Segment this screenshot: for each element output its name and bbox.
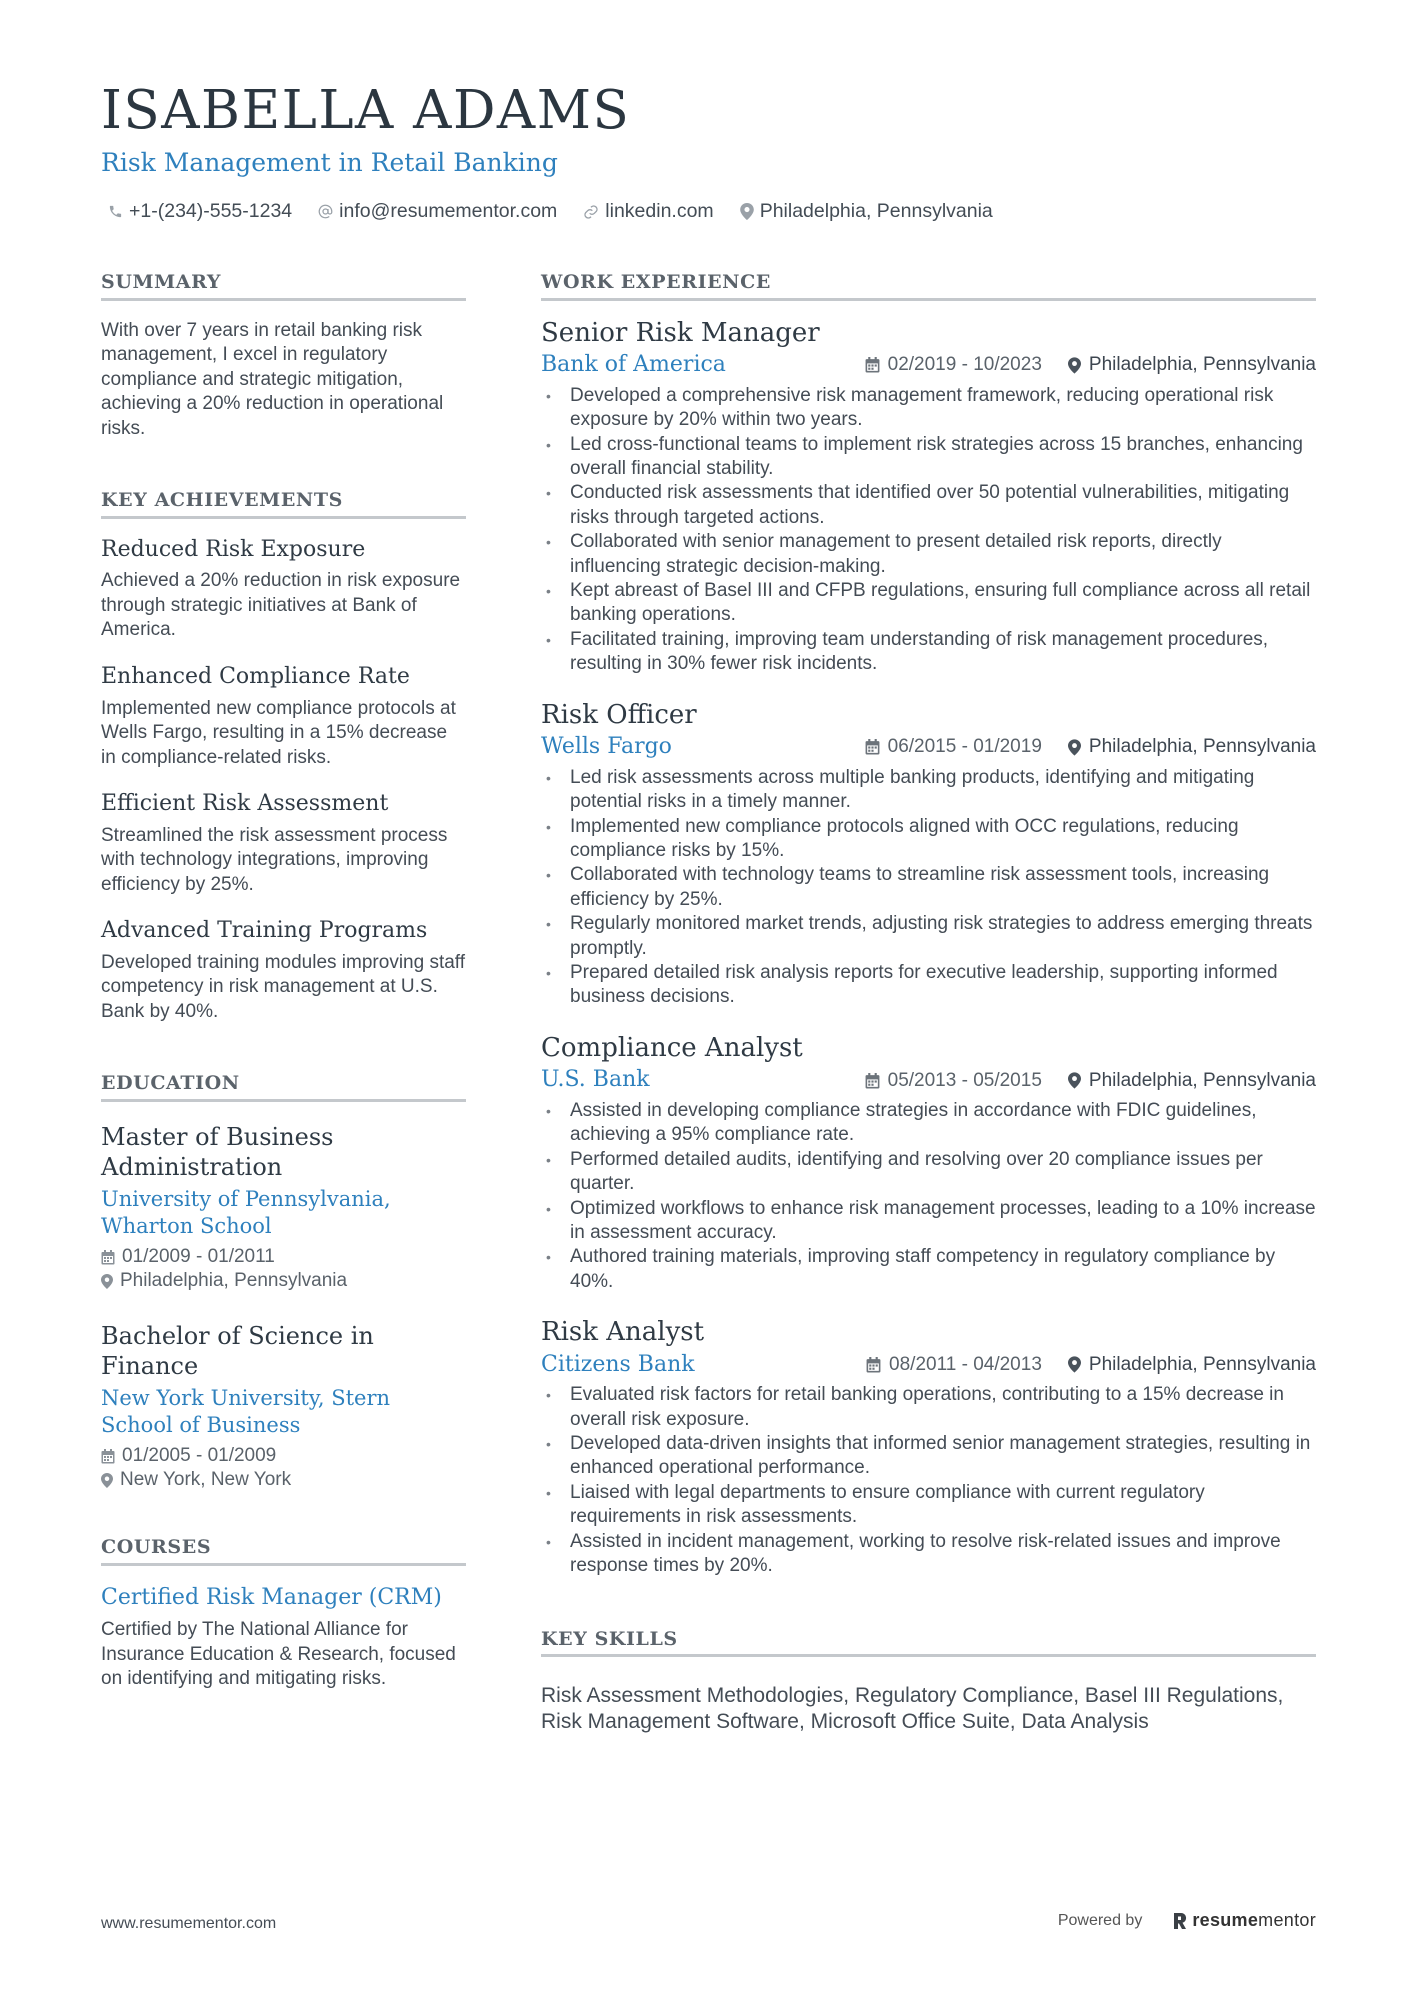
calendar-icon [865, 357, 880, 373]
job-bullet: • Evaluated risk factors for retail banking operations, contributing to a 15% decrease in overall risk exposure. [541, 1383, 1316, 1432]
job-bullet: • Regularly monitored market trends, adjusting risk strategies to address emerging threats promptly. [541, 912, 1316, 961]
work-section [541, 270, 1316, 1579]
job-bullet: • Collaborated with senior management to present detailed risk reports, directly influencing strategic decision-making. [541, 530, 1316, 579]
summary-heading: SUMMARY [101, 270, 466, 301]
job-title: Risk Analyst [541, 1317, 705, 1348]
job-bullets [541, 384, 1316, 677]
job-bullet: • Facilitated training, improving team understanding of risk management procedures, resulting in 30% fewer risk incidents. [541, 628, 1316, 677]
achievements-section [101, 488, 466, 1024]
job-location [1068, 354, 1316, 376]
calendar-icon [101, 1449, 115, 1464]
achievement-text: Developed training modules improving staff competency in risk management at U.S. Bank by 40%. [101, 951, 466, 1022]
job-dates [866, 1354, 1042, 1376]
job-bullet: • Developed a comprehensive risk management framework, reducing operational risk exposure by 20% within two years. [541, 384, 1316, 433]
job-dates-text: 08/2011 - 04/2013 [889, 1353, 1042, 1375]
job-title: Risk Officer [541, 699, 697, 730]
job-bullet: • Liaised with legal departments to ensure compliance with current regulatory requirements in risk assessments. [541, 1481, 1316, 1530]
location-pin-icon [1068, 357, 1081, 374]
contact-email[interactable] [318, 200, 557, 223]
education-dates-text: 01/2009 - 01/2011 [122, 1245, 275, 1267]
education-item [101, 1122, 466, 1294]
achievements-heading: KEY ACHIEVEMENTS [101, 488, 466, 519]
calendar-icon [865, 739, 880, 755]
job-dates-text: 02/2019 - 10/2023 [887, 354, 1042, 376]
achievement-title: Reduced Risk Exposure [101, 536, 366, 562]
achievement-item [101, 790, 466, 897]
achievement-text: Streamlined the risk assessment process with technology integrations, improving efficiency by 25%. [101, 824, 448, 895]
courses-heading: COURSES [101, 1535, 466, 1566]
job-location [1068, 1354, 1316, 1376]
job-info-row [541, 351, 1316, 380]
achievement-title: Efficient Risk Assessment [101, 791, 389, 817]
calendar-icon [866, 1357, 881, 1373]
job-bullets [541, 766, 1316, 1010]
job-dates [865, 736, 1042, 758]
achievement-title: Advanced Training Programs [101, 918, 428, 944]
brand-name-part1: resume [1192, 1910, 1259, 1930]
job-bullets [541, 1383, 1316, 1578]
job-bullet: • Implemented new compliance protocols aligned with OCC regulations, reducing compliance risks by 15%. [541, 815, 1316, 864]
education-location [101, 1468, 466, 1493]
skills-heading: KEY SKILLS [541, 1627, 1316, 1658]
job-company: Wells Fargo [541, 734, 672, 760]
job-bullet: • Developed data-driven insights that informed senior management strategies, resulting in enhanced operational performance. [541, 1432, 1316, 1481]
contact-location [740, 200, 993, 223]
job-location [1068, 736, 1316, 758]
phone-icon [108, 204, 123, 219]
brand-logo[interactable] [1172, 1910, 1316, 1931]
location-pin-icon [101, 1473, 113, 1488]
link-icon [583, 204, 599, 220]
achievement-title: Enhanced Compliance Rate [101, 663, 410, 689]
job-dates [865, 354, 1042, 376]
achievement-item [101, 536, 466, 643]
job-entry [541, 699, 1316, 1010]
education-item [101, 1321, 466, 1493]
job-meta [865, 736, 1316, 758]
at-icon [318, 204, 333, 219]
job-bullet: • Assisted in incident management, working to resolve risk-related issues and improve response times by 20%. [541, 1530, 1316, 1579]
job-bullet: • Performed detailed audits, identifying and resolving over 20 compliance issues per quarter. [541, 1148, 1316, 1197]
achievement-item [101, 917, 466, 1024]
job-entry [541, 1316, 1316, 1578]
job-bullet: • Kept abreast of Basel III and CFPB regulations, ensuring full compliance across all retail banking operations. [541, 579, 1316, 628]
course-item [101, 1584, 466, 1692]
education-dates [101, 1444, 466, 1469]
right-column [541, 270, 1316, 1756]
education-location-text: New York, New York [120, 1469, 292, 1491]
job-bullet: • Authored training materials, improving staff competency in regulatory compliance by 40%. [541, 1245, 1316, 1294]
location-pin-icon [1068, 739, 1081, 756]
contact-linkedin[interactable] [583, 200, 713, 223]
job-location-text: Philadelphia, Pennsylvania [1088, 354, 1316, 376]
candidate-role: Risk Management in Retail Banking [101, 148, 558, 177]
job-entry [541, 317, 1316, 677]
education-section [101, 1071, 466, 1493]
brand-name-part2: mentor [1258, 1910, 1316, 1930]
phone-text: +1-(234)-555-1234 [129, 200, 293, 222]
achievement-text: Implemented new compliance protocols at Wells Fargo, resulting in a 15% decrease in compliance-related risks. [101, 697, 456, 768]
job-bullet: • Collaborated with technology teams to streamline risk assessment tools, increasing efficiency by 25%. [541, 863, 1316, 912]
job-info-row [541, 1066, 1316, 1095]
job-location-text: Philadelphia, Pennsylvania [1088, 736, 1316, 758]
contact-phone [108, 200, 292, 223]
location-pin-icon [1068, 1356, 1081, 1373]
linkedin-text: linkedin.com [605, 200, 714, 222]
job-dates-text: 05/2013 - 05/2015 [887, 1069, 1042, 1091]
job-meta [865, 1070, 1316, 1092]
job-meta [866, 1354, 1316, 1376]
education-degree: Master of Business Administration [101, 1122, 334, 1181]
footer-website[interactable]: www.resumementor.com [101, 1915, 277, 1932]
candidate-name: ISABELLA ADAMS [101, 80, 631, 141]
job-dates-text: 06/2015 - 01/2019 [887, 736, 1042, 758]
education-location-text: Philadelphia, Pennsylvania [120, 1270, 348, 1292]
skills-text: Risk Assessment Methodologies, Regulatory Compliance, Basel III Regulations, Risk Management Software, Microsoft Office Suite, Data Analysis [541, 1684, 1284, 1734]
job-bullet: • Led cross-functional teams to implement risk strategies across 15 branches, enhancing overall financial stability. [541, 433, 1316, 482]
contact-bar [108, 200, 1019, 223]
course-title: Certified Risk Manager (CRM) [101, 1584, 442, 1610]
job-dates [865, 1070, 1042, 1092]
education-dates [101, 1245, 466, 1270]
job-company: U.S. Bank [541, 1067, 650, 1093]
summary-section [101, 270, 466, 441]
job-bullet: • Optimized workflows to enhance risk management processes, leading to a 10% increase in assessment accuracy. [541, 1197, 1316, 1246]
courses-section [101, 1535, 466, 1692]
job-title: Senior Risk Manager [541, 317, 820, 348]
course-text: Certified by The National Alliance for Insurance Education & Research, focused on identifying and mitigating risks. [101, 1619, 456, 1690]
job-company: Citizens Bank [541, 1351, 695, 1377]
education-school: New York University, Stern School of Business [101, 1385, 391, 1437]
job-location-text: Philadelphia, Pennsylvania [1088, 1069, 1316, 1091]
job-title: Compliance Analyst [541, 1032, 803, 1063]
work-heading: WORK EXPERIENCE [541, 270, 1316, 301]
job-info-row [541, 1351, 1316, 1380]
calendar-icon [101, 1250, 115, 1265]
email-text: info@resumementor.com [339, 200, 558, 222]
location-pin-icon [1068, 1072, 1081, 1089]
job-bullet: • Led risk assessments across multiple banking products, identifying and mitigating potential risks in a timely manner. [541, 766, 1316, 815]
job-meta [865, 354, 1316, 376]
job-entry [541, 1032, 1316, 1294]
job-location [1068, 1070, 1316, 1092]
location-pin-icon [101, 1274, 113, 1289]
achievement-text: Achieved a 20% reduction in risk exposure through strategic initiatives at Bank of America. [101, 570, 461, 641]
calendar-icon [865, 1073, 880, 1089]
left-column [101, 270, 466, 1692]
job-info-row [541, 733, 1316, 762]
location-pin-icon [740, 203, 754, 220]
powered-by-text: Powered by [1057, 1911, 1143, 1929]
education-heading: EDUCATION [101, 1071, 466, 1102]
achievement-item [101, 663, 466, 770]
job-bullet: • Assisted in developing compliance strategies in accordance with FDIC guidelines, achieving a 95% compliance rate. [541, 1099, 1316, 1148]
job-bullet: • Conducted risk assessments that identified over 50 potential vulnerabilities, mitigating risks through targeted actions. [541, 481, 1316, 530]
job-bullets [541, 1099, 1316, 1294]
education-location [101, 1269, 466, 1294]
job-location-text: Philadelphia, Pennsylvania [1088, 1353, 1316, 1375]
education-degree: Bachelor of Science in Finance [101, 1321, 374, 1380]
resumementor-logo-icon [1172, 1911, 1188, 1931]
skills-section [541, 1627, 1316, 1736]
summary-text: With over 7 years in retail banking risk management, I excel in regulatory compliance and strategic mitigation, achieving a 20% reduction in operational risks. [101, 319, 444, 439]
education-school: University of Pennsylvania, Wharton School [101, 1186, 391, 1238]
job-bullet: • Prepared detailed risk analysis reports for executive leadership, supporting informed business decisions. [541, 961, 1316, 1010]
job-company: Bank of America [541, 352, 726, 378]
location-text: Philadelphia, Pennsylvania [759, 200, 993, 222]
education-dates-text: 01/2005 - 01/2009 [122, 1444, 277, 1466]
footer-branding [1058, 1910, 1316, 1931]
